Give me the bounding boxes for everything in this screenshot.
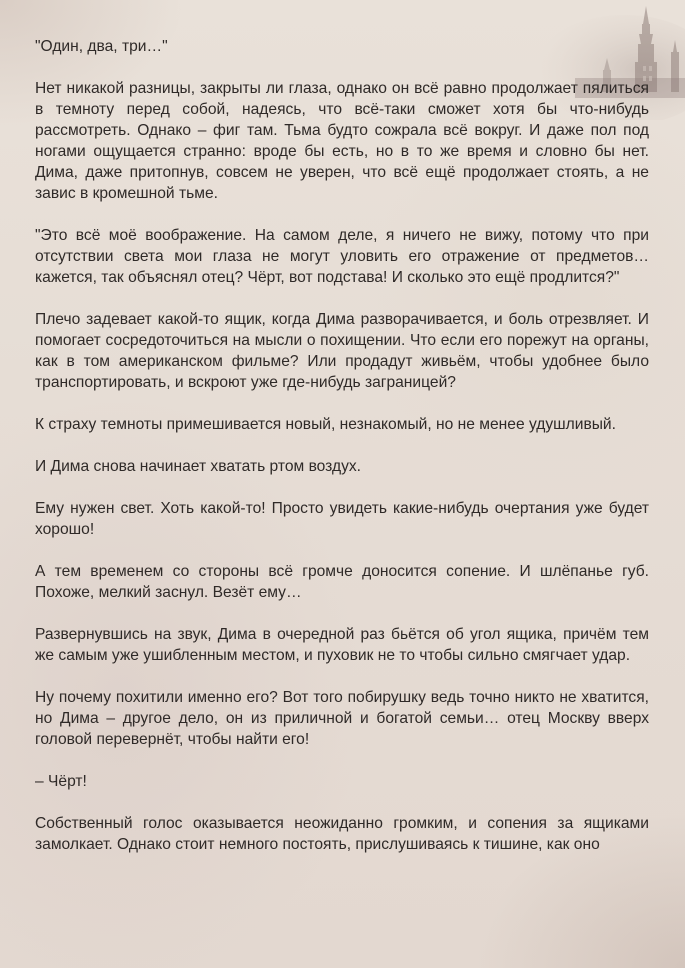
paragraph: Ему нужен свет. Хоть какой-то! Просто увидеть какие-нибудь очертания уже будет хорошо! [35, 500, 649, 538]
paragraph: Развернувшись на звук, Дима в очередной раз бьётся об угол ящика, причём тем же самым уже ушибленным местом, и пуховик не то чтобы сильно смягчает удар. [35, 626, 649, 664]
paragraph: "Это всё моё воображение. На самом деле, я ничего не вижу, потому что при отсутствии света мои глаза не могут уловить его отражение от предметов… кажется, так объяснял отец? Чёрт, вот подстава! И сколько это ещё продлится?" [35, 227, 649, 286]
paragraph: Ну почему похитили именно его? Вот того побирушку ведь точно никто не хватится, но Дима – другое дело, он из приличной и богатой семьи… отец Москву вверх головой перевернёт, чтобы найти его! [35, 689, 649, 748]
paragraph: А тем временем со стороны всё громче доносится сопение. И шлёпанье губ. Похоже, мелкий заснул. Везёт ему… [35, 563, 649, 601]
paragraph: Плечо задевает какой-то ящик, когда Дима разворачивается, и боль отрезвляет. И помогает сосредоточиться на мысли о похищении. Что если его порежут на органы, как в том американском фильме? Или продадут живьём, чтобы удобнее было транспортировать, и вскроют уже где-нибудь заграницей? [35, 311, 649, 391]
paragraph: К страху темноты примешивается новый, незнакомый, но не менее удушливый. [35, 416, 616, 433]
story-text [35, 36, 649, 876]
paragraph: "Один, два, три…" [35, 38, 168, 55]
paragraph: И Дима снова начинает хватать ртом воздух. [35, 458, 362, 475]
paragraph: – Чёрт! [35, 773, 87, 790]
paragraph: Собственный голос оказывается неожиданно громким, и сопения за ящиками замолкает. Однако стоит немного постоять, прислушиваясь к тишине, как оно [35, 815, 649, 853]
paragraph: Нет никакой разницы, закрыты ли глаза, однако он всё равно продолжает пялиться в темноту перед собой, надеясь, что всё-таки сможет хотя бы что-нибудь рассмотреть. Однако – фиг там. Тьма будто сожрала всё вокруг. И даже пол под ногами ощущается странно: вроде бы есть, но в то же время и словно бы нет. Дима, даже притопнув, совсем не уверен, что всё ещё продолжает стоять, а не завис в кромешной тьме. [35, 80, 649, 202]
